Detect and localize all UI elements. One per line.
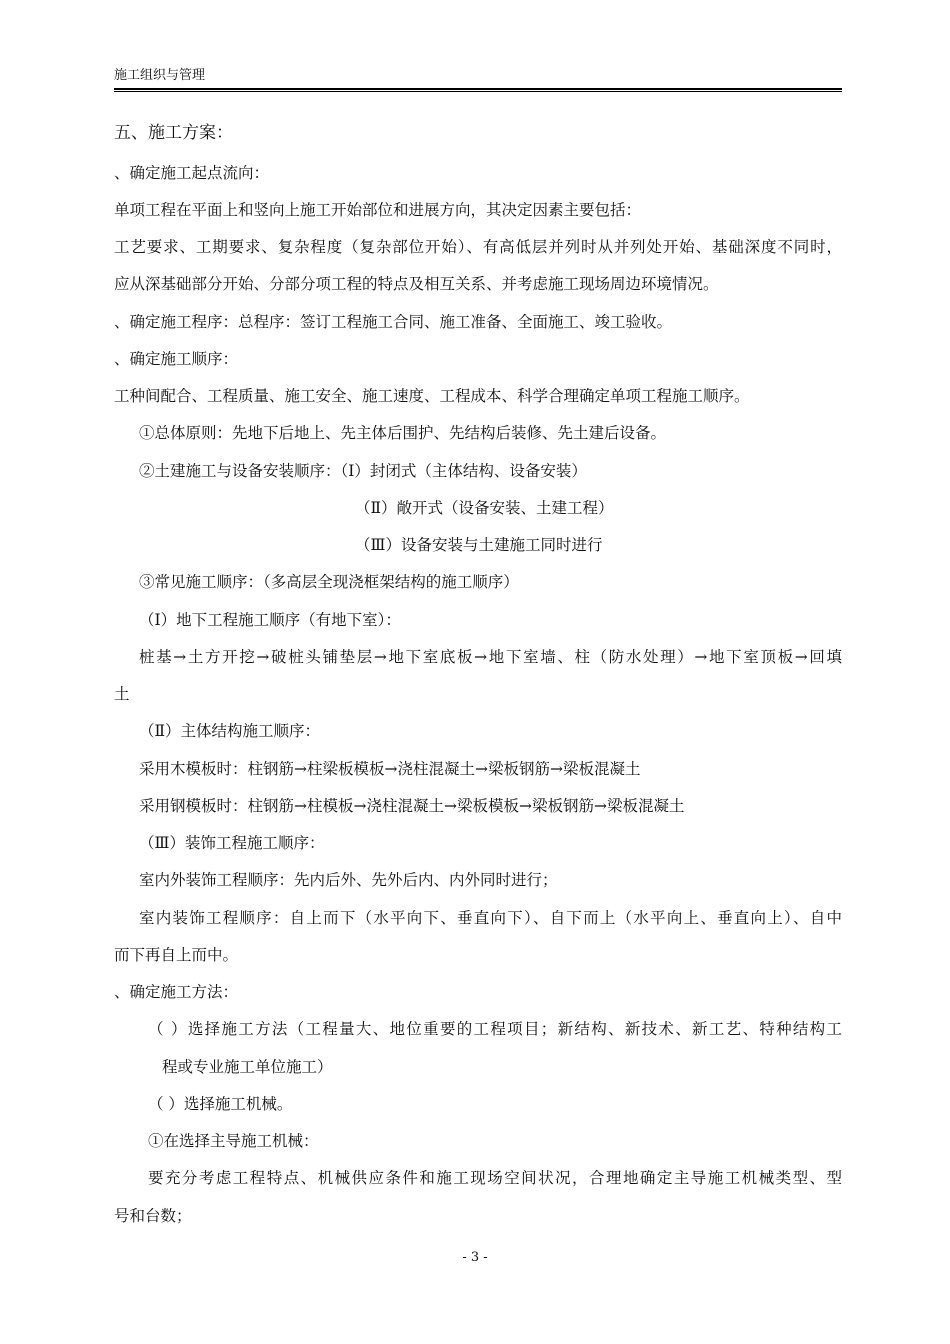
- sub-heading: （Ⅲ）装饰工程施工顺序：: [139, 834, 325, 852]
- list-item: ①在选择主导施工机械：: [148, 1132, 319, 1150]
- paragraph-line: 土: [114, 685, 130, 703]
- list-item: （Ⅲ）设备安装与土建施工同时进行: [355, 536, 603, 554]
- list-item: ①总体原则：先地下后地上、先主体后围护、先结构后装修、先土建后设备。: [139, 424, 667, 442]
- list-item: （Ⅱ）敞开式（设备安装、土建工程）: [355, 499, 614, 517]
- heading-flow-direction: 、确定施工起点流向：: [114, 164, 270, 182]
- page-number: - 3 -: [462, 1250, 488, 1265]
- paragraph-line: 而下再自上而中。: [114, 946, 239, 964]
- paragraph-line: 室内外装饰工程顺序：先内后外、先外后内、内外同时进行；: [139, 871, 558, 889]
- list-item: （ ）选择施工机械。: [148, 1095, 293, 1113]
- running-header: 施工组织与管理: [114, 68, 206, 83]
- list-item: （ ）选择施工方法（工程量大、地位重要的工程项目；新结构、新技术、新工艺、特种结构工: [148, 1020, 842, 1038]
- paragraph-line: 单项工程在平面上和竖向上施工开始部位和进展方向，其决定因素主要包括：: [114, 201, 642, 219]
- paragraph-line: 桩基→土方开挖→破桩头铺垫层→地下室底板→地下室墙、柱（防水处理）→地下室顶板→回填: [139, 648, 842, 666]
- paragraph-line: 应从深基础部分开始、分部分项工程的特点及相互关系、并考虑施工现场周边环境情况。: [114, 275, 719, 293]
- list-item: ③常见施工顺序：（多高层全现浇框架结构的施工顺序）: [139, 573, 519, 591]
- section-title: 五、施工方案：: [114, 123, 233, 143]
- heading-construction-procedure: 、确定施工程序：总程序：签订工程施工合同、施工准备、全面施工、竣工验收。: [114, 313, 673, 331]
- paragraph-line: 室内装饰工程顺序：自上而下（水平向下、垂直向下）、自下而上（水平向上、垂直向上）、自中: [139, 909, 842, 927]
- sub-heading: （Ⅱ）主体结构施工顺序：: [139, 722, 321, 740]
- header-rule: [114, 88, 842, 90]
- paragraph-line: 号和台数；: [114, 1207, 192, 1225]
- paragraph-line: 工艺要求、工期要求、复杂程度（复杂部位开始）、有高低层并列时从并列处开始、基础深度不同时，: [114, 238, 842, 256]
- header-rule-thin: [114, 91, 842, 92]
- paragraph-line: 采用钢模板时：柱钢筋→柱模板→浇柱混凝土→梁板模板→梁板钢筋→梁板混凝土: [139, 797, 685, 815]
- list-item: ②土建施工与设备安装顺序：（Ⅰ）封闭式（主体结构、设备安装）: [139, 462, 587, 480]
- sub-heading: （Ⅰ）地下工程施工顺序（有地下室）：: [139, 611, 401, 629]
- heading-construction-method: 、确定施工方法：: [114, 983, 239, 1001]
- paragraph-line: 采用木模板时：柱钢筋→柱梁板模板→浇柱混凝土→梁板钢筋→梁板混凝土: [139, 760, 641, 778]
- list-item: 程或专业施工单位施工）: [162, 1058, 333, 1076]
- heading-construction-sequence: 、确定施工顺序：: [114, 350, 239, 368]
- paragraph-line: 要充分考虑工程特点、机械供应条件和施工现场空间状况，合理地确定主导施工机械类型、型: [148, 1169, 842, 1187]
- paragraph-line: 工种间配合、工程质量、施工安全、施工速度、工程成本、科学合理确定单项工程施工顺序。: [114, 387, 750, 405]
